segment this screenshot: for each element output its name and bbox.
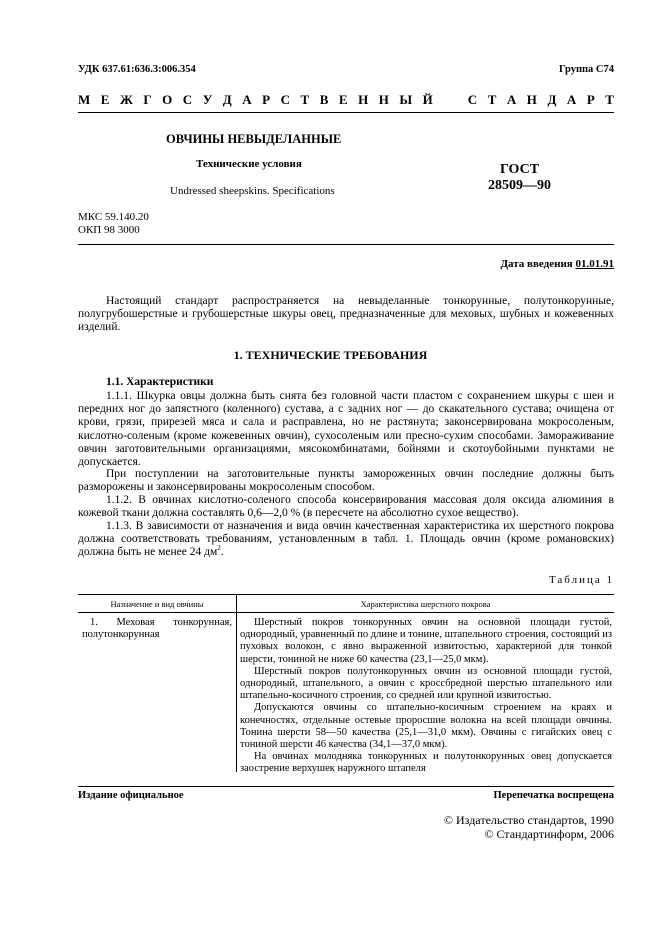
section-heading <box>0 348 661 363</box>
udk-code: УДК 637.61:636.3:006.354 <box>78 64 196 75</box>
table-col1-header: Назначение и вид овчины <box>110 599 204 609</box>
banner-letter: Г <box>143 92 152 107</box>
banner-letter: Ы <box>399 92 413 107</box>
mks-code: МКС 59.140.20 <box>78 211 149 223</box>
banner-letter: Д <box>547 92 557 107</box>
copyright-publisher: © Издательство стандартов, 1990 <box>443 813 614 827</box>
banner-letter: М <box>78 92 91 107</box>
interstate-standard-banner <box>78 92 614 108</box>
banner-letter: Е <box>338 92 348 107</box>
table-row1-col2 <box>240 617 612 776</box>
table-col2-header: Характеристика шерстного покрова <box>360 599 491 609</box>
banner-letter: Р <box>262 92 271 107</box>
banner-letter: Е <box>100 92 110 107</box>
banner-letter: Й <box>422 92 433 107</box>
banner-letter: Н <box>526 92 537 107</box>
banner-letter: О <box>162 92 173 107</box>
intro-paragraph: Настоящий стандарт распространяется на невыделанные тонкорунные, полутонкорунные, полугрубошерстные и грубошерстные шкуры овец, предназначенные для меховых, шубных и кожевенных изделий. <box>78 295 614 334</box>
clause-1-1-3 <box>78 520 614 560</box>
square-superscript: 2 <box>217 544 221 553</box>
english-title: Undressed sheepskins. Specifications <box>170 185 335 197</box>
banner-letter: Р <box>586 92 595 107</box>
okp-code: ОКП 98 3000 <box>78 224 140 236</box>
subsection-heading: 1.1. Характеристики <box>106 376 214 388</box>
clause-1-1-2: 1.1.2. В овчинах кислотно-соленого способа консервирования массовая доля оксида алюминия в кожевой ткани должна составлять 0,6—2,0 % (в пересчете на абсолютно сухое вещество). <box>78 494 614 520</box>
introduction-date <box>500 258 614 270</box>
reprint-prohibited: Перепечатка воспрещена <box>493 790 614 801</box>
group-code: Группа С74 <box>558 64 614 75</box>
copyright-standartinform: © Стандартинформ, 2006 <box>484 827 614 841</box>
banner-letter: Н <box>358 92 369 107</box>
gost-number: 28509—90 <box>488 178 551 193</box>
banner-gap <box>443 92 457 108</box>
official-edition: Издание официальное <box>78 790 184 801</box>
table-cell-paragraph: На овчинах молодняка тонкорунных и полутонкорунных овец допускается заострение верхушек наружного штапеля <box>240 751 612 775</box>
banner-letter: А <box>242 92 252 107</box>
document-title: ОВЧИНЫ НЕВЫДЕЛАННЫЕ <box>166 132 342 146</box>
clause-1-1-3-text: 1.1.3. В зависимости от назначения и вида овчин качественная характеристика их шерстного покрова должна соответствовать требованиям, установленным в табл. 1. Площадь овчин (кроме романовских) должна быть не менее 24 дм <box>78 520 614 559</box>
banner-letter: А <box>566 92 577 107</box>
banner-letter: А <box>506 92 517 107</box>
table-column-divider <box>236 594 237 772</box>
introduction-date-value: 01.01.91 <box>575 258 614 270</box>
table-header-rule <box>78 612 614 613</box>
banner-letter: Т <box>487 92 497 107</box>
clause-1-1-3-end: . <box>220 546 224 559</box>
introduction-date-label: Дата введения <box>500 258 573 270</box>
banner-letter: С <box>280 92 290 107</box>
clause-1-1-1: 1.1.1. Шкурка овцы должна быть снята без головной части пластом с сохранением шкуры с шеи и передних ног до запястного (коленного) сустава, а с задних ног — до скакательного сустава; очищена от крови, грязи, прирезей мяса и сала и расправлена, но не растянута; законсервирована мокросоленым, кислотно-соленым (кроме кожевенных овчин), сухосоленым или пресно-сухим способами. Замораживание овчин заготовительными организациями, мясокомбинатами, бойнями и скотоубойными пунктами не допускается. <box>78 390 614 469</box>
clause-1-1-1-cont: При поступлении на заготовительные пункты замороженных овчин последние должны быть разморожены и законсервированы мокросоленым способом. <box>78 468 614 494</box>
footer-rule <box>78 786 614 787</box>
table-cell-paragraph: Шерстный покров тонкорунных овчин на основной площади густой, однородный, уравненный по длине и тонине, штапельного строения, состоящий из пуховых волокон, с явно выраженной извитостью, характерной для тонкой шерсти, тониной не ниже 60 качества (23,1—25,0 мкм). <box>240 617 612 665</box>
title-rule <box>78 244 614 245</box>
banner-letter: Н <box>378 92 389 107</box>
banner-letter: С <box>182 92 193 107</box>
document-subtitle: Технические условия <box>196 158 302 170</box>
banner-letter: Т <box>605 92 614 107</box>
table-row1-col1: 1. Меховая тонкорунная, полутонкорунная <box>82 617 232 641</box>
table-cell-paragraph: Шерстный покров полутонкорунных овчин из основной площади густой, однородный, штапельного, а овчин с кроссбредной шерстью штапельного или штапельно-косичного строения, со средней или крупной извитостью. <box>240 665 612 702</box>
banner-letter: Т <box>300 92 310 107</box>
section-heading-text: 1. ТЕХНИЧЕСКИЕ ТРЕБОВАНИЯ <box>233 348 428 362</box>
banner-letter: Д <box>222 92 232 107</box>
banner-rule <box>78 112 614 113</box>
table-top-rule <box>78 594 614 595</box>
table-cell-paragraph: Допускаются овчины со штапельно-косичным строением на краях и конечностях, отдельные остевые проросшие волокна на всей площади овчины. Тонина шерсти 58—50 качества (25,1—31,0 мкм). Овчины с гигайских овец с тониной шерсти 46 качества (34,1—37,0 мкм). <box>240 702 612 751</box>
banner-letter: У <box>202 92 213 107</box>
banner-letter: В <box>319 92 329 107</box>
banner-letter: С <box>467 92 478 107</box>
gost-label: ГОСТ <box>500 162 540 177</box>
table-caption: Таблица 1 <box>548 574 614 586</box>
banner-letter: Ж <box>119 92 133 107</box>
